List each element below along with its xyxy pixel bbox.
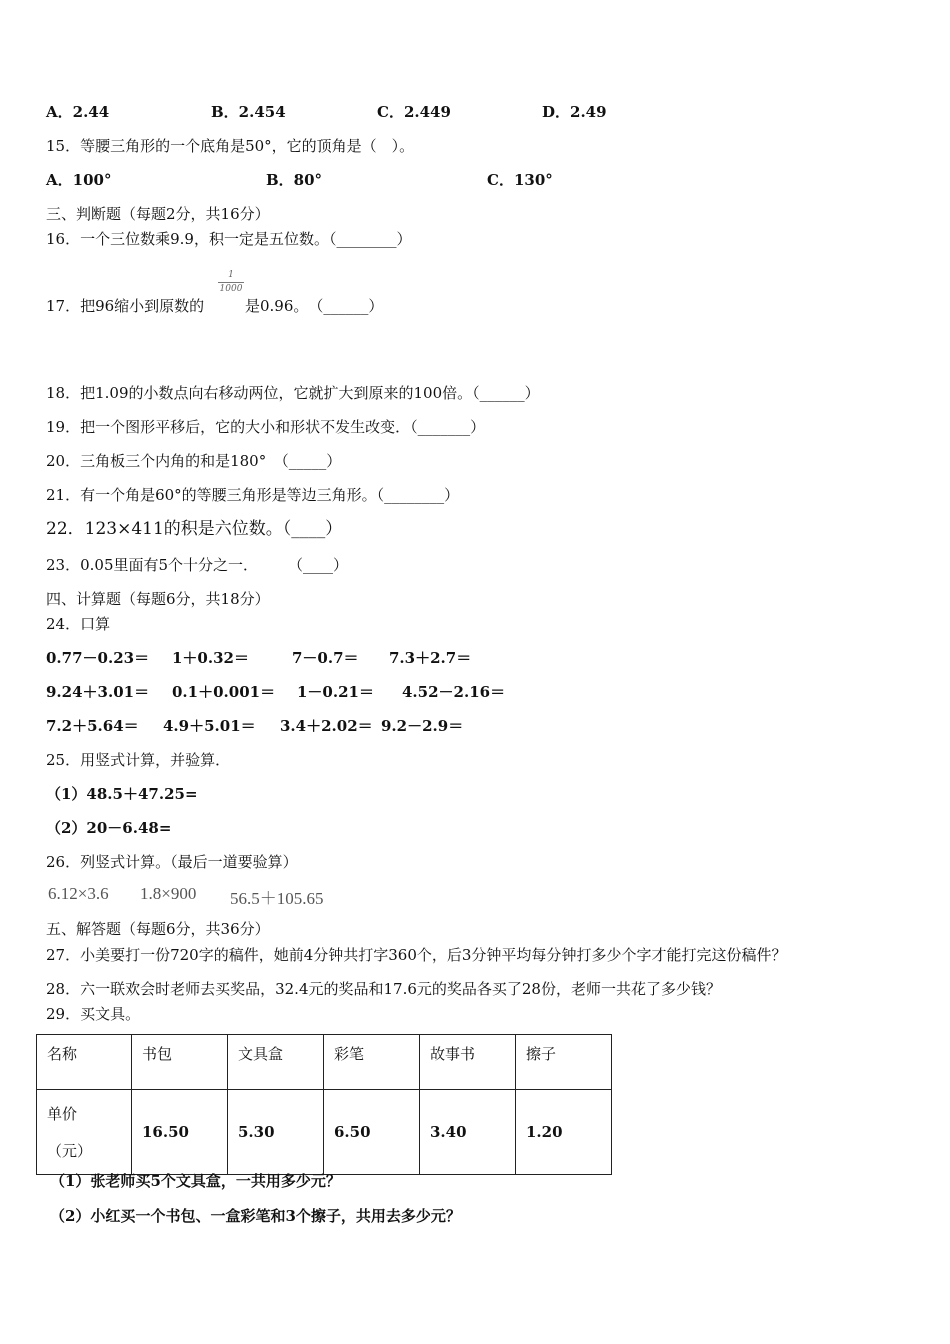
q15-text: 15．等腰三角形的一个底角是50°，它的顶角是（ ）。 [46, 137, 415, 155]
price-table [36, 1034, 612, 1175]
table-row [37, 1035, 612, 1090]
calc-item: 7.2＋5.64＝ [46, 717, 139, 735]
section4-title: 四、计算题（每题6分，共18分） [46, 590, 270, 608]
calc-item: 0.1＋0.001＝ [172, 683, 276, 701]
q15-option-c: C．130° [487, 171, 553, 189]
calc-item: 7.3＋2.7＝ [389, 649, 472, 667]
table-header-cell: 书包 [132, 1035, 228, 1090]
q26-item-3: 56.5＋105.65 [230, 889, 324, 908]
section3-title: 三、判断题（每题2分，共16分） [46, 205, 270, 223]
table-header-cell: 文具盒 [228, 1035, 324, 1090]
row-label-unit-price: 单价 [47, 1105, 78, 1123]
calc-item: 3.4＋2.02＝ [280, 717, 373, 735]
q29-sub-1: （1）张老师买5个文具盒，一共用多少元？ [50, 1172, 341, 1190]
table-header-cell: 彩笔 [324, 1035, 420, 1090]
q17-pre: 17．把96缩小到原数的 [46, 297, 205, 315]
calc-item: 0.77－0.23＝ [46, 649, 150, 667]
calc-item: 4.9＋5.01＝ [163, 717, 256, 735]
q29-sub-2: （2）小红买一个书包、一盒彩笔和3个擦子，共用去多少元？ [50, 1207, 461, 1225]
q14-option-a: A．2.44 [46, 103, 110, 121]
q16-text: 16．一个三位数乘9.9，积一定是五位数。（________） [46, 230, 412, 248]
q18-text: 18．把1.09的小数点向右移动两位，它就扩大到原来的100倍。（______） [46, 384, 540, 402]
fraction-numerator: 1 [228, 270, 234, 280]
table-header-cell: 故事书 [420, 1035, 516, 1090]
calc-item: 9.2－2.9＝ [381, 717, 464, 735]
q15-option-b: B．80° [266, 171, 323, 189]
q14-option-d: D．2.49 [542, 103, 607, 121]
calc-item: 1＋0.32＝ [172, 649, 249, 667]
q25-item-1: （1）48.5＋47.25= [46, 785, 198, 803]
calc-item: 9.24＋3.01＝ [46, 683, 150, 701]
q17-post: 是0.96。 （______） [245, 297, 384, 315]
table-row [37, 1090, 612, 1175]
table-header-cell: 名称 [37, 1035, 132, 1090]
q15-option-a: A．100° [46, 171, 112, 189]
q23-text: 23．0.05里面有5个十分之一． （____） [46, 556, 349, 574]
table-cell: 5.30 [228, 1090, 324, 1175]
q19-text: 19．把一个图形平移后，它的大小和形状不发生改变．（_______） [46, 418, 486, 436]
calc-item: 7－0.7＝ [292, 649, 359, 667]
q26-item-2: 1.8×900 [140, 884, 197, 903]
q26-title: 26．列竖式计算。（最后一道要验算） [46, 853, 298, 871]
section5-title: 五、解答题（每题6分，共36分） [46, 920, 270, 938]
table-header-cell: 擦子 [516, 1035, 612, 1090]
q20-text: 20．三角板三个内角的和是180° （_____） [46, 452, 342, 470]
q22-text: 22．123×411的积是六位数。（____） [46, 519, 343, 539]
q14-option-c: C．2.449 [377, 103, 451, 121]
table-row-label [37, 1090, 132, 1175]
fraction-denominator: 1000 [219, 284, 243, 294]
q24-title: 24．口算 [46, 615, 111, 633]
table-cell: 6.50 [324, 1090, 420, 1175]
q28-text: 28．六一联欢会时老师去买奖品，32.4元的奖品和17.6元的奖品各买了28份，老师一共花了多少钱？ [46, 980, 721, 998]
q25-item-2: （2）20－6.48= [46, 819, 172, 837]
q25-title: 25．用竖式计算，并验算． [46, 751, 231, 769]
table-cell: 16.50 [132, 1090, 228, 1175]
fraction [218, 270, 244, 295]
calc-item: 4.52－2.16＝ [402, 683, 506, 701]
q29-title: 29．买文具。 [46, 1005, 141, 1023]
table-cell: 3.40 [420, 1090, 516, 1175]
calc-item: 1－0.21＝ [297, 683, 374, 701]
q14-option-b: B．2.454 [211, 103, 286, 121]
table-cell: 1.20 [516, 1090, 612, 1175]
q27-text: 27．小美要打一份720字的稿件，她前4分钟共打字360个，后3分钟平均每分钟打多少个字才能打完这份稿件？ [46, 946, 787, 964]
row-label-yuan: （元） [47, 1142, 93, 1160]
q26-item-1: 6.12×3.6 [48, 884, 109, 903]
q21-text: 21．有一个角是60°的等腰三角形是等边三角形。（________） [46, 486, 460, 504]
